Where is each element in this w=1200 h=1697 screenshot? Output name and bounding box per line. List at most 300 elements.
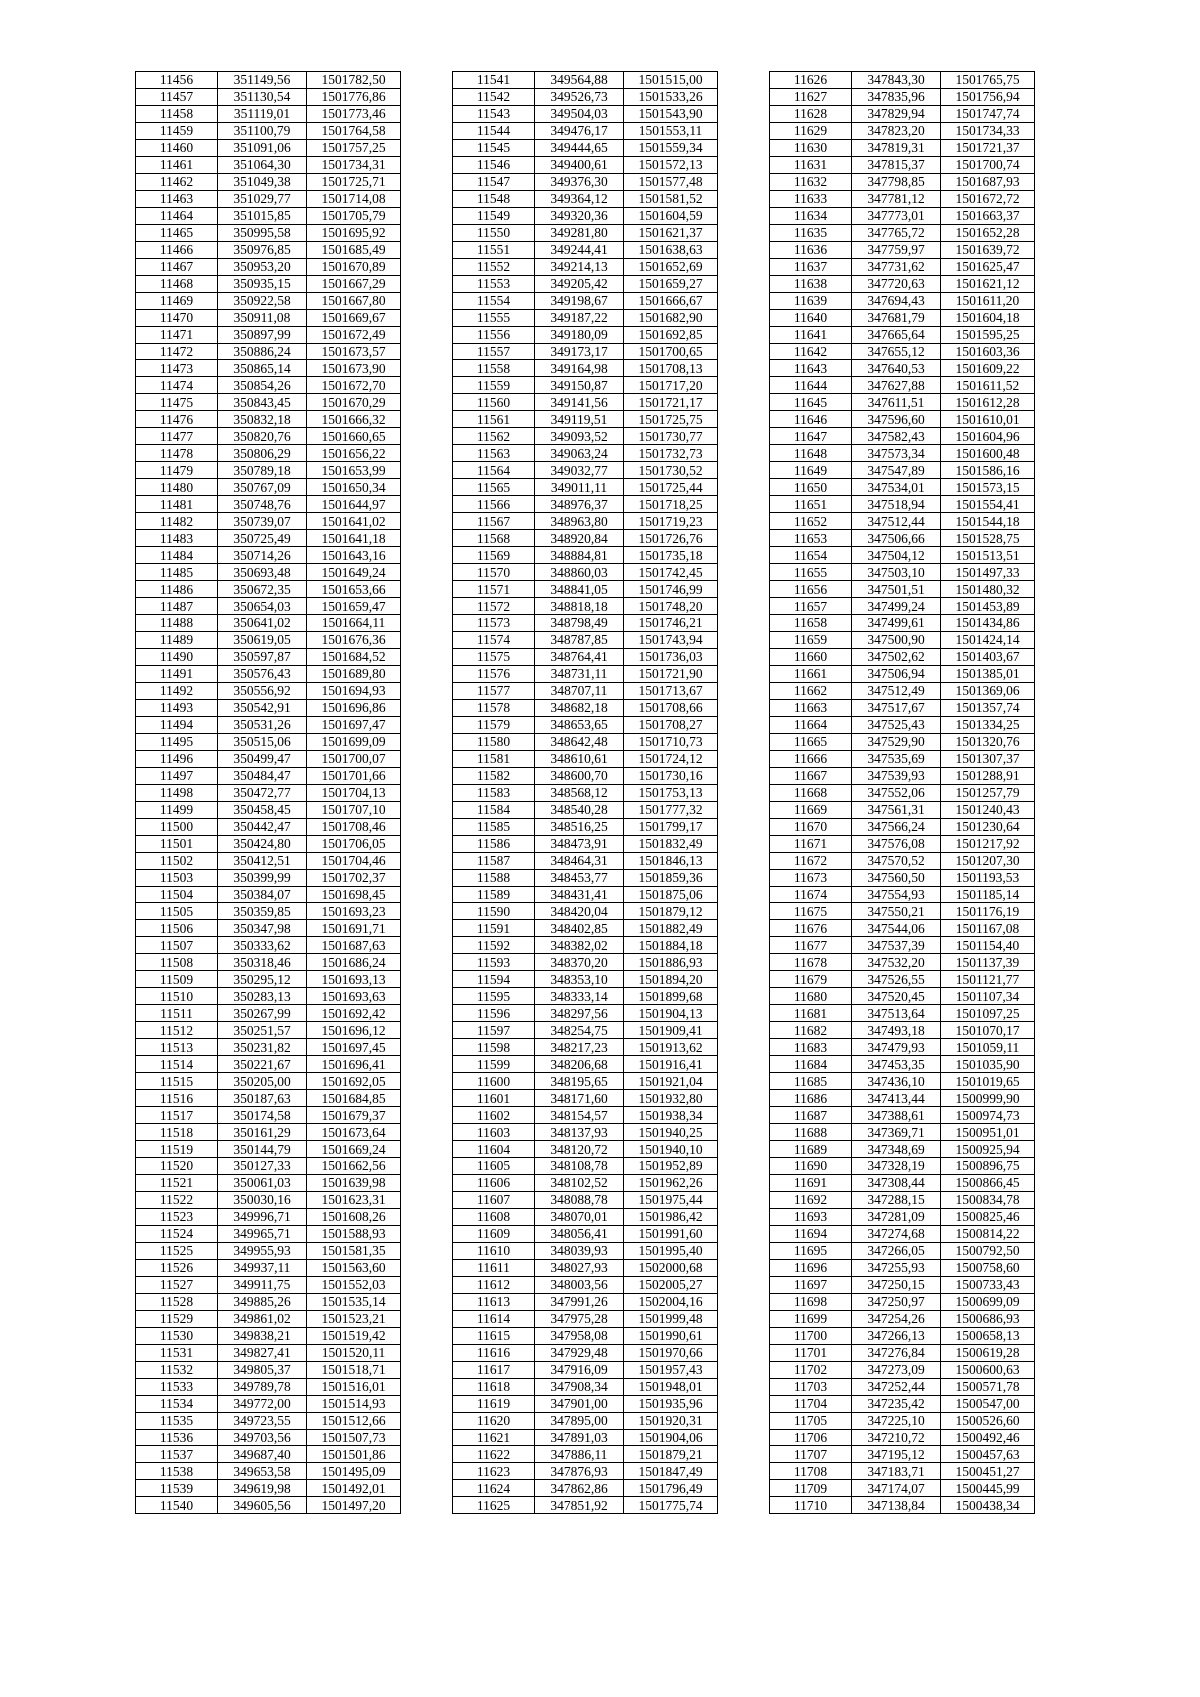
table-row: [453, 1158, 718, 1175]
table-row: [453, 394, 718, 411]
y-coordinate-cell: 1501185,14: [941, 886, 1035, 903]
x-coordinate-cell: 347886,11: [535, 1446, 624, 1463]
point-number-cell: 11666: [770, 750, 852, 767]
table-row: [770, 1005, 1035, 1022]
table-row: [770, 1039, 1035, 1056]
y-coordinate-cell: 1501107,34: [941, 988, 1035, 1005]
table-row: [453, 648, 718, 665]
x-coordinate-cell: 347506,94: [852, 665, 941, 682]
x-coordinate-cell: 347550,21: [852, 903, 941, 920]
table-row: [770, 275, 1035, 292]
point-number-cell: 11602: [453, 1107, 535, 1124]
point-number-cell: 11475: [136, 394, 218, 411]
y-coordinate-cell: 1501724,12: [624, 750, 718, 767]
y-coordinate-cell: 1501217,92: [941, 835, 1035, 852]
table-row: [770, 173, 1035, 190]
y-coordinate-cell: 1501520,11: [307, 1344, 401, 1361]
table-row: [770, 852, 1035, 869]
table-row: [136, 292, 401, 309]
table-row: [136, 954, 401, 971]
y-coordinate-cell: 1501832,49: [624, 835, 718, 852]
x-coordinate-cell: 350556,92: [218, 682, 307, 699]
x-coordinate-cell: 349173,17: [535, 343, 624, 360]
y-coordinate-cell: 1501641,18: [307, 530, 401, 547]
y-coordinate-cell: 1501207,30: [941, 852, 1035, 869]
point-number-cell: 11597: [453, 1022, 535, 1039]
x-coordinate-cell: 347183,71: [852, 1463, 941, 1480]
x-coordinate-cell: 350531,26: [218, 716, 307, 733]
y-coordinate-cell: 1501730,52: [624, 462, 718, 479]
y-coordinate-cell: 1501746,21: [624, 615, 718, 632]
point-number-cell: 11670: [770, 818, 852, 835]
y-coordinate-cell: 1501986,42: [624, 1208, 718, 1225]
x-coordinate-cell: 350205,00: [218, 1073, 307, 1090]
table-row: [770, 1310, 1035, 1327]
point-number-cell: 11692: [770, 1191, 852, 1208]
y-coordinate-cell: 1501692,05: [307, 1073, 401, 1090]
x-coordinate-cell: 347908,34: [535, 1378, 624, 1395]
x-coordinate-cell: 350187,63: [218, 1090, 307, 1107]
x-coordinate-cell: 347499,61: [852, 615, 941, 632]
x-coordinate-cell: 351100,79: [218, 122, 307, 139]
x-coordinate-cell: 348027,93: [535, 1259, 624, 1276]
table-row: [453, 1208, 718, 1225]
y-coordinate-cell: 1501385,01: [941, 665, 1035, 682]
y-coordinate-cell: 1501875,06: [624, 886, 718, 903]
point-number-cell: 11612: [453, 1276, 535, 1293]
y-coordinate-cell: 1501639,98: [307, 1174, 401, 1191]
point-number-cell: 11668: [770, 784, 852, 801]
y-coordinate-cell: 1501434,86: [941, 615, 1035, 632]
y-coordinate-cell: 1501894,20: [624, 971, 718, 988]
point-number-cell: 11674: [770, 886, 852, 903]
point-number-cell: 11550: [453, 224, 535, 241]
table-row: [770, 1158, 1035, 1175]
y-coordinate-cell: 1500526,60: [941, 1412, 1035, 1429]
y-coordinate-cell: 1501669,24: [307, 1141, 401, 1158]
y-coordinate-cell: 1501533,26: [624, 88, 718, 105]
table-row: [136, 886, 401, 903]
x-coordinate-cell: 350693,48: [218, 564, 307, 581]
point-number-cell: 11630: [770, 139, 852, 156]
point-number-cell: 11474: [136, 377, 218, 394]
point-number-cell: 11691: [770, 1174, 852, 1191]
point-number-cell: 11637: [770, 258, 852, 275]
y-coordinate-cell: 1501652,69: [624, 258, 718, 275]
table-row: [770, 869, 1035, 886]
point-number-cell: 11676: [770, 920, 852, 937]
x-coordinate-cell: 348642,48: [535, 733, 624, 750]
x-coordinate-cell: 347413,44: [852, 1090, 941, 1107]
table-row: [770, 1395, 1035, 1412]
table-row: [770, 1276, 1035, 1293]
x-coordinate-cell: 348920,84: [535, 530, 624, 547]
point-number-cell: 11526: [136, 1259, 218, 1276]
point-number-cell: 11599: [453, 1056, 535, 1073]
y-coordinate-cell: 1501734,33: [941, 122, 1035, 139]
y-coordinate-cell: 1501726,76: [624, 530, 718, 547]
table-row: [136, 394, 401, 411]
table-row: [453, 1276, 718, 1293]
y-coordinate-cell: 1501673,64: [307, 1124, 401, 1141]
point-number-cell: 11493: [136, 699, 218, 716]
point-number-cell: 11502: [136, 852, 218, 869]
x-coordinate-cell: 347573,34: [852, 445, 941, 462]
y-coordinate-cell: 1501662,56: [307, 1158, 401, 1175]
x-coordinate-cell: 348217,23: [535, 1039, 624, 1056]
point-number-cell: 11562: [453, 428, 535, 445]
table-row: [136, 767, 401, 784]
x-coordinate-cell: 350412,51: [218, 852, 307, 869]
x-coordinate-cell: 348798,49: [535, 615, 624, 632]
x-coordinate-cell: 347273,09: [852, 1361, 941, 1378]
point-number-cell: 11704: [770, 1395, 852, 1412]
y-coordinate-cell: 1501528,75: [941, 530, 1035, 547]
x-coordinate-cell: 347518,94: [852, 496, 941, 513]
y-coordinate-cell: 1501679,37: [307, 1107, 401, 1124]
table-row: [770, 598, 1035, 615]
table-row: [770, 1208, 1035, 1225]
y-coordinate-cell: 1500951,01: [941, 1124, 1035, 1141]
x-coordinate-cell: 350542,91: [218, 699, 307, 716]
point-number-cell: 11590: [453, 903, 535, 920]
y-coordinate-cell: 1501684,52: [307, 648, 401, 665]
table-row: [136, 1327, 401, 1344]
y-coordinate-cell: 1501991,60: [624, 1225, 718, 1242]
y-coordinate-cell: 1501730,16: [624, 767, 718, 784]
point-number-cell: 11568: [453, 530, 535, 547]
point-number-cell: 11601: [453, 1090, 535, 1107]
point-number-cell: 11587: [453, 852, 535, 869]
x-coordinate-cell: 348841,05: [535, 581, 624, 598]
y-coordinate-cell: 1501775,74: [624, 1497, 718, 1514]
y-coordinate-cell: 1501701,66: [307, 767, 401, 784]
x-coordinate-cell: 348382,02: [535, 937, 624, 954]
table-row: [770, 801, 1035, 818]
point-number-cell: 11705: [770, 1412, 852, 1429]
point-number-cell: 11598: [453, 1039, 535, 1056]
x-coordinate-cell: 349063,24: [535, 445, 624, 462]
table-row: [136, 207, 401, 224]
table-row: [136, 1497, 401, 1514]
y-coordinate-cell: 1501611,20: [941, 292, 1035, 309]
table-row: [770, 1073, 1035, 1090]
y-coordinate-cell: 1501846,13: [624, 852, 718, 869]
y-coordinate-cell: 1500792,50: [941, 1242, 1035, 1259]
table-row: [136, 173, 401, 190]
point-number-cell: 11462: [136, 173, 218, 190]
point-number-cell: 11662: [770, 682, 852, 699]
point-number-cell: 11585: [453, 818, 535, 835]
point-number-cell: 11515: [136, 1073, 218, 1090]
y-coordinate-cell: 1501962,26: [624, 1174, 718, 1191]
point-number-cell: 11534: [136, 1395, 218, 1412]
y-coordinate-cell: 1501699,09: [307, 733, 401, 750]
point-number-cell: 11624: [453, 1480, 535, 1497]
x-coordinate-cell: 347843,30: [852, 72, 941, 89]
x-coordinate-cell: 350515,06: [218, 733, 307, 750]
table-row: [453, 1412, 718, 1429]
x-coordinate-cell: 348120,72: [535, 1141, 624, 1158]
point-number-cell: 11504: [136, 886, 218, 903]
table-row: [453, 801, 718, 818]
x-coordinate-cell: 347225,10: [852, 1412, 941, 1429]
x-coordinate-cell: 347517,67: [852, 699, 941, 716]
y-coordinate-cell: 1501369,06: [941, 682, 1035, 699]
x-coordinate-cell: 350499,47: [218, 750, 307, 767]
x-coordinate-cell: 348976,37: [535, 496, 624, 513]
table-row: [136, 564, 401, 581]
y-coordinate-cell: 1501659,27: [624, 275, 718, 292]
y-coordinate-cell: 1501748,20: [624, 598, 718, 615]
table-row: [770, 1124, 1035, 1141]
point-number-cell: 11658: [770, 615, 852, 632]
y-coordinate-cell: 1501059,11: [941, 1039, 1035, 1056]
point-number-cell: 11680: [770, 988, 852, 1005]
table-row: [136, 1378, 401, 1395]
y-coordinate-cell: 1501035,90: [941, 1056, 1035, 1073]
point-number-cell: 11471: [136, 326, 218, 343]
point-number-cell: 11671: [770, 835, 852, 852]
table-row: [453, 496, 718, 513]
y-coordinate-cell: 1501753,13: [624, 784, 718, 801]
table-row: [453, 835, 718, 852]
table-row: [136, 105, 401, 122]
point-number-cell: 11596: [453, 1005, 535, 1022]
y-coordinate-cell: 1501672,49: [307, 326, 401, 343]
table-row: [136, 377, 401, 394]
point-number-cell: 11649: [770, 462, 852, 479]
y-coordinate-cell: 1501649,24: [307, 564, 401, 581]
x-coordinate-cell: 349605,56: [218, 1497, 307, 1514]
x-coordinate-cell: 350484,47: [218, 767, 307, 784]
table-row: [453, 190, 718, 207]
y-coordinate-cell: 1501656,22: [307, 445, 401, 462]
x-coordinate-cell: 347851,92: [535, 1497, 624, 1514]
table-row: [136, 1293, 401, 1310]
point-number-cell: 11636: [770, 241, 852, 258]
point-number-cell: 11651: [770, 496, 852, 513]
y-coordinate-cell: 1501610,01: [941, 411, 1035, 428]
x-coordinate-cell: 347250,97: [852, 1293, 941, 1310]
x-coordinate-cell: 347513,64: [852, 1005, 941, 1022]
point-number-cell: 11575: [453, 648, 535, 665]
y-coordinate-cell: 1501595,25: [941, 326, 1035, 343]
point-number-cell: 11632: [770, 173, 852, 190]
x-coordinate-cell: 347798,85: [852, 173, 941, 190]
x-coordinate-cell: 350789,18: [218, 462, 307, 479]
x-coordinate-cell: 351015,85: [218, 207, 307, 224]
point-number-cell: 11563: [453, 445, 535, 462]
point-number-cell: 11606: [453, 1174, 535, 1191]
x-coordinate-cell: 350283,13: [218, 988, 307, 1005]
table-row: [770, 309, 1035, 326]
point-number-cell: 11609: [453, 1225, 535, 1242]
table-row: [770, 530, 1035, 547]
point-number-cell: 11505: [136, 903, 218, 920]
point-number-cell: 11476: [136, 411, 218, 428]
table-row: [453, 598, 718, 615]
point-number-cell: 11520: [136, 1158, 218, 1175]
y-coordinate-cell: 1501904,06: [624, 1429, 718, 1446]
y-coordinate-cell: 1501782,50: [307, 72, 401, 89]
point-number-cell: 11497: [136, 767, 218, 784]
table-row: [453, 1107, 718, 1124]
table-row: [453, 615, 718, 632]
table-row: [770, 1293, 1035, 1310]
point-number-cell: 11573: [453, 615, 535, 632]
x-coordinate-cell: 348206,68: [535, 1056, 624, 1073]
y-coordinate-cell: 1501746,99: [624, 581, 718, 598]
point-number-cell: 11615: [453, 1327, 535, 1344]
table-row: [136, 139, 401, 156]
x-coordinate-cell: 348516,25: [535, 818, 624, 835]
point-number-cell: 11688: [770, 1124, 852, 1141]
point-number-cell: 11553: [453, 275, 535, 292]
table-row: [453, 1293, 718, 1310]
point-number-cell: 11571: [453, 581, 535, 598]
x-coordinate-cell: 347529,90: [852, 733, 941, 750]
table-row: [453, 1073, 718, 1090]
y-coordinate-cell: 1501535,14: [307, 1293, 401, 1310]
y-coordinate-cell: 1501721,17: [624, 394, 718, 411]
x-coordinate-cell: 347773,01: [852, 207, 941, 224]
x-coordinate-cell: 347235,42: [852, 1395, 941, 1412]
point-number-cell: 11544: [453, 122, 535, 139]
table-row: [136, 72, 401, 89]
x-coordinate-cell: 349180,09: [535, 326, 624, 343]
point-number-cell: 11669: [770, 801, 852, 818]
y-coordinate-cell: 1501673,57: [307, 343, 401, 360]
point-number-cell: 11565: [453, 479, 535, 496]
y-coordinate-cell: 1501612,28: [941, 394, 1035, 411]
point-number-cell: 11605: [453, 1158, 535, 1175]
y-coordinate-cell: 1501721,37: [941, 139, 1035, 156]
table-row: [770, 886, 1035, 903]
point-number-cell: 11542: [453, 88, 535, 105]
x-coordinate-cell: 347195,12: [852, 1446, 941, 1463]
y-coordinate-cell: 1501501,86: [307, 1446, 401, 1463]
y-coordinate-cell: 1500445,99: [941, 1480, 1035, 1497]
table-row: [136, 1429, 401, 1446]
y-coordinate-cell: 1501097,25: [941, 1005, 1035, 1022]
point-number-cell: 11527: [136, 1276, 218, 1293]
point-number-cell: 11492: [136, 682, 218, 699]
y-coordinate-cell: 1501667,29: [307, 275, 401, 292]
point-number-cell: 11465: [136, 224, 218, 241]
table-row: [770, 411, 1035, 428]
table-row: [453, 343, 718, 360]
table-row: [453, 1361, 718, 1378]
x-coordinate-cell: 348453,77: [535, 869, 624, 886]
x-coordinate-cell: 347328,19: [852, 1158, 941, 1175]
table-row: [136, 869, 401, 886]
table-row: [136, 1480, 401, 1497]
y-coordinate-cell: 1501736,03: [624, 648, 718, 665]
y-coordinate-cell: 1501453,89: [941, 598, 1035, 615]
point-number-cell: 11653: [770, 530, 852, 547]
x-coordinate-cell: 350424,80: [218, 835, 307, 852]
x-coordinate-cell: 347138,84: [852, 1497, 941, 1514]
y-coordinate-cell: 1501747,74: [941, 105, 1035, 122]
table-row: [453, 360, 718, 377]
y-coordinate-cell: 1501904,13: [624, 1005, 718, 1022]
y-coordinate-cell: 1501692,85: [624, 326, 718, 343]
point-number-cell: 11664: [770, 716, 852, 733]
x-coordinate-cell: 350843,45: [218, 394, 307, 411]
table-row: [136, 631, 401, 648]
table-row: [453, 1327, 718, 1344]
y-coordinate-cell: 1501714,08: [307, 190, 401, 207]
table-row: [453, 547, 718, 564]
y-coordinate-cell: 1501697,45: [307, 1039, 401, 1056]
y-coordinate-cell: 1501659,47: [307, 598, 401, 615]
table-row: [770, 682, 1035, 699]
x-coordinate-cell: 349526,73: [535, 88, 624, 105]
x-coordinate-cell: 348764,41: [535, 648, 624, 665]
y-coordinate-cell: 1501940,10: [624, 1141, 718, 1158]
y-coordinate-cell: 1501403,67: [941, 648, 1035, 665]
x-coordinate-cell: 350953,20: [218, 258, 307, 275]
table-row: [453, 462, 718, 479]
x-coordinate-cell: 349564,88: [535, 72, 624, 89]
y-coordinate-cell: 1501940,25: [624, 1124, 718, 1141]
point-number-cell: 11628: [770, 105, 852, 122]
x-coordinate-cell: 347681,79: [852, 309, 941, 326]
point-number-cell: 11522: [136, 1191, 218, 1208]
y-coordinate-cell: 1501696,86: [307, 699, 401, 716]
point-number-cell: 11650: [770, 479, 852, 496]
point-number-cell: 11507: [136, 937, 218, 954]
point-number-cell: 11708: [770, 1463, 852, 1480]
point-number-cell: 11620: [453, 1412, 535, 1429]
y-coordinate-cell: 1501672,70: [307, 377, 401, 394]
x-coordinate-cell: 347560,50: [852, 869, 941, 886]
point-number-cell: 11519: [136, 1141, 218, 1158]
y-coordinate-cell: 1501765,75: [941, 72, 1035, 89]
point-number-cell: 11566: [453, 496, 535, 513]
point-number-cell: 11555: [453, 309, 535, 326]
x-coordinate-cell: 349205,42: [535, 275, 624, 292]
x-coordinate-cell: 348137,93: [535, 1124, 624, 1141]
point-number-cell: 11552: [453, 258, 535, 275]
x-coordinate-cell: 347502,62: [852, 648, 941, 665]
point-number-cell: 11564: [453, 462, 535, 479]
x-coordinate-cell: 349214,13: [535, 258, 624, 275]
y-coordinate-cell: 1501700,65: [624, 343, 718, 360]
y-coordinate-cell: 1501705,79: [307, 207, 401, 224]
point-number-cell: 11477: [136, 428, 218, 445]
point-number-cell: 11559: [453, 377, 535, 394]
point-number-cell: 11574: [453, 631, 535, 648]
y-coordinate-cell: 1501154,40: [941, 937, 1035, 954]
point-number-cell: 11621: [453, 1429, 535, 1446]
x-coordinate-cell: 349619,98: [218, 1480, 307, 1497]
x-coordinate-cell: 350806,29: [218, 445, 307, 462]
x-coordinate-cell: 347582,43: [852, 428, 941, 445]
table-row: [770, 1259, 1035, 1276]
table-row: [770, 1429, 1035, 1446]
point-number-cell: 11699: [770, 1310, 852, 1327]
point-number-cell: 11588: [453, 869, 535, 886]
table-row: [136, 1225, 401, 1242]
y-coordinate-cell: 1501796,49: [624, 1480, 718, 1497]
y-coordinate-cell: 1501913,62: [624, 1039, 718, 1056]
table-row: [136, 122, 401, 139]
table-row: [136, 988, 401, 1005]
y-coordinate-cell: 1501696,41: [307, 1056, 401, 1073]
table-row: [770, 224, 1035, 241]
